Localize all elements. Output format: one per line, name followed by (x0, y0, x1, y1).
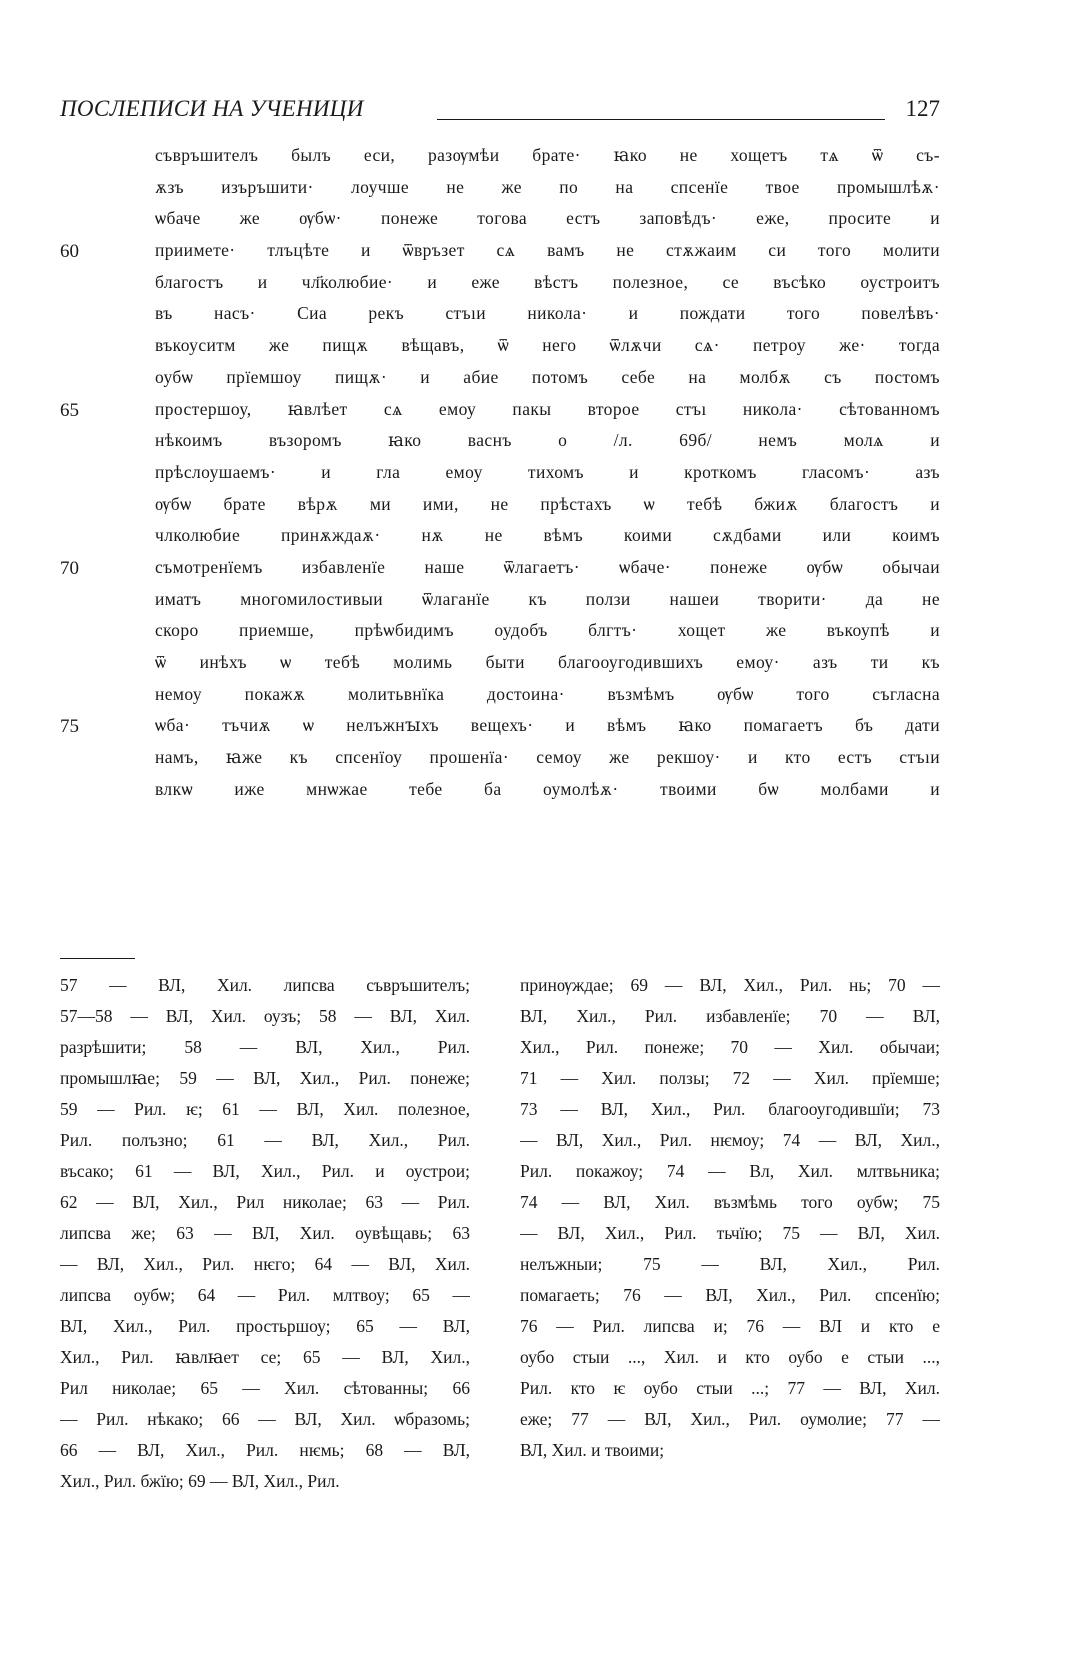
footnote-line: нелъжныи; 75 — ВЛ, Хил., Рил. (520, 1254, 940, 1274)
footnote-line: липсва оубѡ; 64 — Рил. млтвоу; 65 — (60, 1285, 470, 1305)
line-number: 75 (60, 716, 79, 738)
line-text: немоу покажѫ молитьвнїка достоина· възмѣмъ ѹбѡ того съгласна (155, 683, 940, 704)
footnote-line: Рил. полъзно; 61 — ВЛ, Хил., Рил. (60, 1130, 470, 1150)
line-text: нѣкоимъ възоромъ ꙗко васнъ о /л. 69б/ немъ молѧ и (155, 430, 940, 451)
header-rule (437, 119, 885, 120)
line-text: намъ, ꙗже къ спсенїоу прошенїа· семоу же рекшоу· и кто естъ стъıи (155, 747, 940, 768)
text-line (60, 298, 940, 330)
footnote-line: ВЛ, Хил. и твоими; (520, 1440, 665, 1460)
footnote-rule (60, 958, 135, 959)
footnote-line: помагаеть; 76 — ВЛ, Хил., Рил. спсенїю; (520, 1285, 940, 1305)
line-text: ѫзъ изъръшити· лоучше не же по на спсенїе твое промышлѣѫ· (155, 176, 940, 197)
text-line (60, 267, 940, 299)
footnote-line: въсако; 61 — ВЛ, Хил., Рил. и оустрои; (60, 1161, 470, 1181)
footnote-line: — ВЛ, Хил., Рил. нѥго; 64 — ВЛ, Хил. (60, 1254, 470, 1274)
footnote-line: — ВЛ, Хил., Рил. нѥмоу; 74 — ВЛ, Хил., (520, 1130, 940, 1150)
text-line (60, 584, 940, 616)
footnotes-left-column (60, 970, 470, 1497)
running-title: ПОСЛЕПИСИ НА УЧЕНИЦИ (60, 96, 364, 121)
line-text: съмотренїемъ избавленїе наше ѿлагаетъ· ѡбаче· понеже ѹбѡ обычаи (155, 556, 940, 577)
page-number: 127 (905, 96, 940, 121)
line-text: иматъ многомилостивыи ѿлаганїе къ ползи нашеи творити· да не (155, 588, 940, 609)
running-header (60, 96, 940, 136)
footnote-line: 57—58 — ВЛ, Хил. оузъ; 58 — ВЛ, Хил. (60, 1006, 470, 1026)
line-text: ѡбаче же ѹбѡ· понеже тогова естъ заповѣдъ· еже, просите и (155, 208, 940, 229)
footnote-line: оубо стыи ..., Хил. и кто оубо е стыи ..., (520, 1347, 940, 1367)
line-text: влкѡ иже мнѡжае тебе ба оумолѣѫ· твоими бѡ молбами и (155, 778, 940, 799)
text-line (60, 710, 940, 742)
footnote-line: — Рил. нѣкако; 66 — ВЛ, Хил. ѡбразомь; (60, 1409, 470, 1429)
line-text: простершоу, ꙗвлѣет сѧ емоу пакы второе стъı никола· сѣтованномъ (155, 398, 940, 419)
footnote-line: промышлꙗе; 59 — ВЛ, Хил., Рил. понеже; (60, 1068, 470, 1088)
line-text: члколюбие принѫждаѫ· нѫ не вѣмъ коими сѫдбами или коимъ (155, 525, 940, 546)
text-line (60, 647, 940, 679)
line-text: въкоуситм же пищѫ вѣщавъ, ѿ него ѿлѫчи сѧ· петроу же· тогда (155, 335, 940, 356)
line-number: 65 (60, 399, 79, 421)
footnote-line: 74 — ВЛ, Хил. възмѣмь того оубѡ; 75 (520, 1192, 940, 1212)
footnote-line: Хил., Рил. ꙗвлꙗет се; 65 — ВЛ, Хил., (60, 1347, 470, 1367)
footnote-line: липсва же; 63 — ВЛ, Хил. оувѣщавь; 63 (60, 1223, 470, 1243)
line-text: ѿ инѣхъ ѡ тебѣ молимь быти благооугодившихъ емоу· азъ ти къ (155, 652, 940, 672)
footnote-line: 59 — Рил. ѥ; 61 — ВЛ, Хил. полезное, (60, 1099, 470, 1119)
line-text: оубѡ прїемшоу пищѫ· и абие потомъ себе на молбѫ съ постомъ (155, 366, 940, 387)
line-text: скоро приемше, прѣѡбидимъ оудобъ блгтъ· хощет же въкоупѣ и (155, 620, 940, 641)
text-line (60, 489, 940, 521)
footnote-line: Рил николае; 65 — Хил. сѣтованны; 66 (60, 1378, 470, 1398)
footnote-line: Рил. покажоу; 74 — Вл, Хил. млтвьника; (520, 1161, 940, 1181)
footnote-line: ВЛ, Хил., Рил. избавленїе; 70 — ВЛ, (520, 1006, 940, 1026)
text-line (60, 457, 940, 489)
text-line (60, 679, 940, 711)
line-text: благостъ и чл҃колюбие· и еже вѣстъ полезное, се въсѣко оустроитъ (155, 271, 940, 292)
footnote-line: — ВЛ, Хил., Рил. тьчїю; 75 — ВЛ, Хил. (520, 1223, 940, 1243)
line-text: съвръшителъ былъ еси, разѹмѣи брате· ꙗко не хощетъ тѧ ѿ съ- (155, 145, 940, 165)
line-text: прѣслоушаемъ· и гла емоу тихомъ и кроткомъ гласомъ· азъ (155, 461, 940, 482)
text-line (60, 774, 940, 806)
text-line (60, 330, 940, 362)
footnote-line: 62 — ВЛ, Хил., Рил николае; 63 — Рил. (60, 1192, 470, 1212)
footnote-line: еже; 77 — ВЛ, Хил., Рил. оумолие; 77 — (520, 1409, 940, 1429)
line-text: ѡба· тъчиѫ ѡ нелъжнꙑхъ вещехъ· и вѣмъ ꙗко помагаетъ бъ дати (155, 715, 940, 736)
line-number: 60 (60, 241, 79, 263)
text-line (60, 235, 940, 267)
line-text: приимете· тлъцѣте и ѿвръзет сѧ вамъ не стѫжаим си того молити (155, 240, 940, 261)
text-line (60, 362, 940, 394)
footnote-line: Хил., Рил. бжїю; 69 — ВЛ, Хил., Рил. (60, 1471, 340, 1491)
footnote-line: 71 — Хил. ползы; 72 — Хил. прїемше; (520, 1068, 940, 1088)
line-text: ѹбѡ брате вѣрѫ ми ими, не прѣстахъ ѡ тебѣ бжиѫ благостъ и (155, 493, 940, 514)
text-line (60, 203, 940, 235)
footnote-line: Рил. кто ѥ оубо стыи ...; 77 — ВЛ, Хил. (520, 1378, 940, 1398)
footnote-line: 73 — ВЛ, Хил., Рил. благооугодившїи; 73 (520, 1099, 940, 1119)
text-line (60, 140, 940, 172)
text-line (60, 394, 940, 426)
footnote-line: 76 — Рил. липсва и; 76 — ВЛ и кто е (520, 1316, 940, 1336)
text-line (60, 520, 940, 552)
text-line (60, 615, 940, 647)
line-text: въ насъ· Сиа рекъ стъıи никола· и пождати того повелѣвъ· (155, 303, 940, 324)
text-line (60, 425, 940, 457)
footnote-line: 66 — ВЛ, Хил., Рил. нѥмь; 68 — ВЛ, (60, 1440, 470, 1460)
footnote-line: 57 — ВЛ, Хил. липсва съвръшителъ; (60, 975, 470, 995)
main-text (60, 140, 940, 805)
footnote-line: разрѣшити; 58 — ВЛ, Хил., Рил. (60, 1037, 470, 1057)
line-number: 70 (60, 557, 79, 579)
text-line (60, 172, 940, 204)
footnote-line: ВЛ, Хил., Рил. простьршоу; 65 — ВЛ, (60, 1316, 470, 1336)
footnote-line: Хил., Рил. понеже; 70 — Хил. обычаи; (520, 1037, 940, 1057)
text-line (60, 552, 940, 584)
footnote-line: принѹждае; 69 — ВЛ, Хил., Рил. нь; 70 — (520, 975, 940, 995)
footnotes-right-column (520, 970, 940, 1466)
text-line (60, 742, 940, 774)
